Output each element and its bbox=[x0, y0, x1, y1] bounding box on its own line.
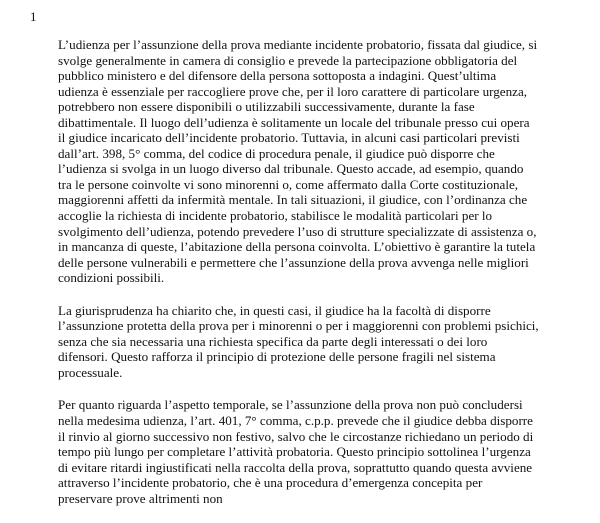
paragraph-2: La giurisprudenza ha chiarito che, in questi casi, il giudice ha la facoltà di disporre l’assunzione protetta della prova per i minorenni o per i maggiorenni con problemi psichici, senza che sia necessaria una richiesta specifica da parte degli interessati o dei loro difensori. Questo rafforza il principio di protezione delle persone fragili nel sistema processuale. bbox=[58, 302, 539, 380]
document-body bbox=[58, 37, 540, 523]
page-number: 1 bbox=[30, 9, 37, 24]
paragraph-1: L’udienza per l’assunzione della prova mediante incidente probatorio, fissata dal giudice, si svolge generalmente in camera di consiglio e prevede la partecipazione obbligatoria del pubblico ministero e del difensore della persona sottoposta a indagini. Quest’ultima udienza è essenziale per raccogliere prove che, per il loro carattere di particolare urgenza, potrebbero non essere disponibili o utilizzabili successivamente, durante la fase dibattimentale. Il luogo dell’udienza è solitamente un locale del tribunale presso cui opera il giudice incaricato dell’incidente probatorio. Tuttavia, in alcuni casi particolari previsti dall’art. 398, 5° comma, del codice di procedura penale, il giudice può disporre che l’udienza si svolga in un luogo diverso dal tribunale. Questo accade, ad esempio, quando tra le persone coinvolte vi sono minorenni o, come affermato dalla Corte costituzionale, maggiorenni affetti da infermità mentale. In tali situazioni, il giudice, con l’ordinanza che accoglie la richiesta di incidente probatorio, stabilisce le modalità particolari per lo svolgimento dell’udienza, potendo prevedere l’uso di strutture specializzate di assistenza o, in mancanza di queste, l’abitazione della persona coinvolta. L’obiettivo è garantire la tutela delle persone vulnerabili e permettere che l’assunzione della prova avvenga nelle migliori condizioni possibili. bbox=[58, 37, 538, 286]
paragraph-3: Per quanto riguarda l’aspetto temporale, se l’assunzione della prova non può concludersi nella medesima udienza, l’art. 401, 7° comma, c.p.p. prevede che il giudice debba disporre il rinvio al giorno successivo non festivo, salvo che le circostanze richiedano un periodo di tempo più lungo per completare l’attività probatoria. Questo principio sottolinea l’urgenza di evitare ritardi ingiustificati nella raccolta della prova, soprattutto quando questa avviene attraverso l’incidente probatorio, che è una procedura d’emergenza concepita per preservare prove altrimenti non bbox=[58, 397, 534, 506]
